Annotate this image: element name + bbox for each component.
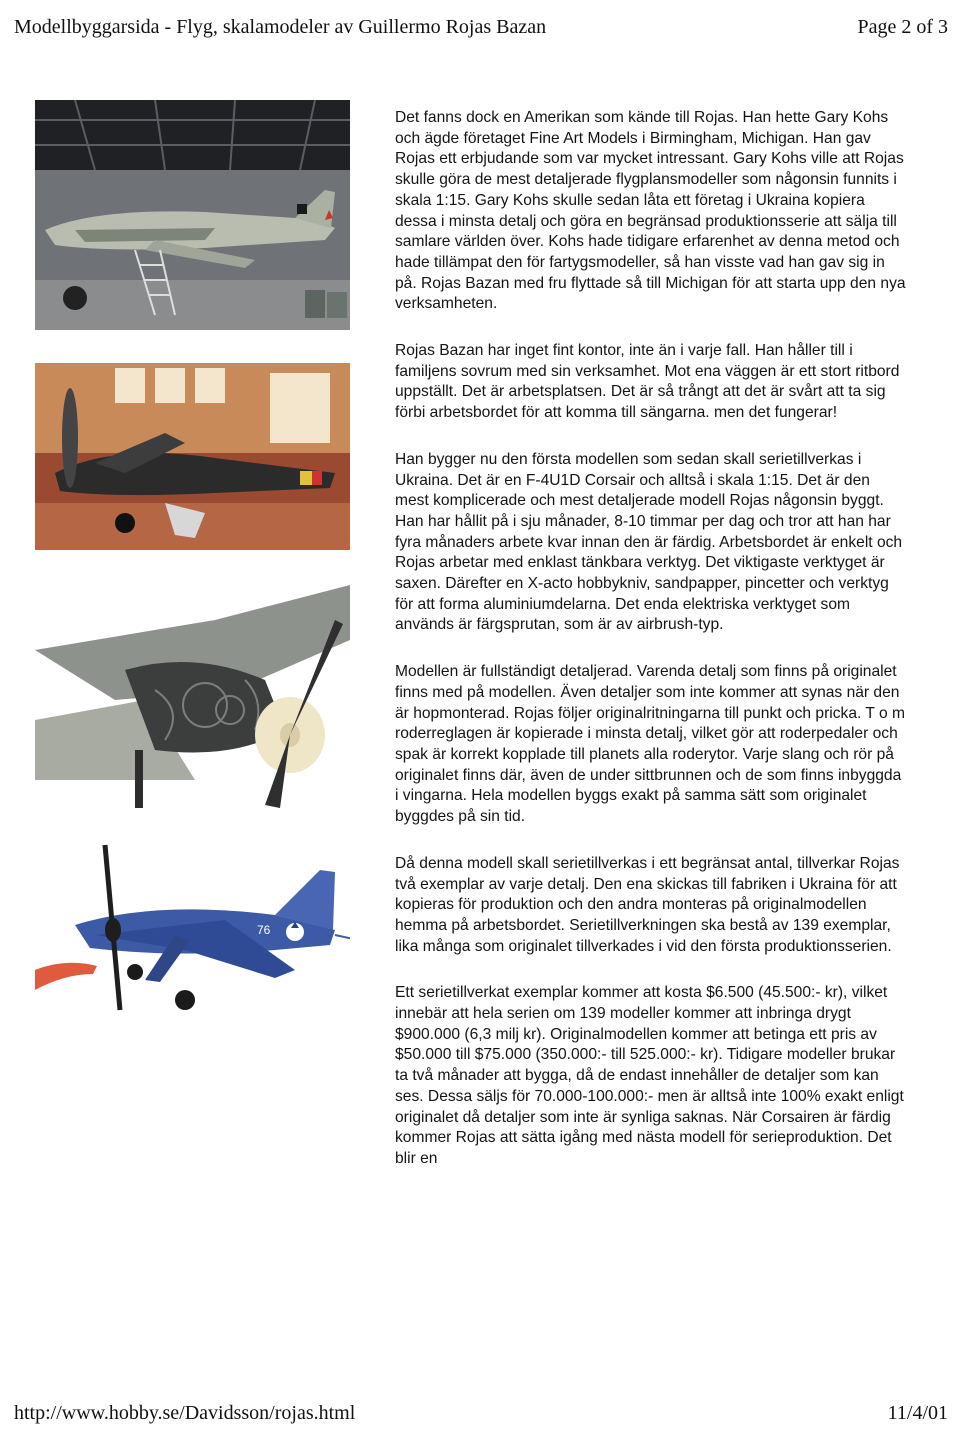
article-paragraph: Modellen är fullständigt detaljerad. Varenda detalj som finns på originalet finns med på modellen. Även detaljer som inte kommer att synas när den är hopmonterad. Rojas följer originalritningarna till punkt och pricka. T o m roderreglagen är kopierade i minsta detalj, vilket gör att roderpedaler och spak är korrekt kopplade till planets alla roderytor. Varje slang och rör på originalet finns där, även de under sittbrunnen och de som finns inbyggda i vingarna. Hela modellen byggs exakt på samma sätt som originalet byggdes på sin tid.: [395, 663, 905, 826]
jet-aircraft-hangar-photo: [35, 100, 350, 330]
page-header-title: Modellbyggarsida - Flyg, skalamodeler av Guillermo Rojas Bazan: [14, 16, 547, 38]
article-paragraph: Ett serietillverkat exemplar kommer att kosta $6.500 (45.500:- kr), vilket innebär att hela serien om 139 modeller kommer att inbringa drygt $900.000 (6,3 milj kr). Originalmodellen kommer att betinga ett pris av $50.000 till $75.000 (350.000:- till 525.000:- kr). Tidigare modeller brukar ta två månader att bygga, då de endast innehåller de detaljer som kan ses. Dessa säljs för 70.000-100.000:- men är alltså inte 100% exakt enligt originalet då detaljer som inte är synliga saknas. När Corsairen är färdig kommer Rojas att sätta igång med nästa modell för serieproduktion. Det blir en: [395, 984, 904, 1167]
fighter-aircraft-hangar-photo: [35, 363, 350, 550]
aircraft-number-label: 76: [257, 923, 271, 937]
article-paragraph: Då denna modell skall serietillverkas i ett begränsat antal, tillverkar Rojas två exemplar av varje detalj. Den ena skickas till fabriken i Ukraina för att kopieras för produktion och den andra monteras på originalmodellen hemma på arbetsbordet. Serietillverkningen ska bestå av 139 exemplar, lika många som originalet tillverkades i vid den första produktionsserien.: [395, 854, 900, 955]
footer-url: http://www.hobby.se/Davidsson/rojas.html: [14, 1402, 356, 1424]
article-paragraph: Det fanns dock en Amerikan som kände till Rojas. Han hette Gary Kohs och ägde företaget Fine Art Models i Birmingham, Michigan. Han gav Rojas ett erbjudande som var mycket intressant. Gary Kohs ville att Rojas skulle göra de mest detaljerade flygplansmodeller som någonsin funnits i skala 1:15. Gary Kohs skulle sedan låta ett företag i Ukraina kopiera dessa i minsta detalj och göra en begränsad produktionsserie att sälja till samlare världen över. Kohs hade tidigare erfarenhet av denna metod och hade tillämpat den för fartygsmodeller, så han visste vad han gav sig in på. Rojas Bazan med fru flyttade så till Michigan för att starta upp den nya verksamheten.: [395, 109, 906, 313]
aircraft-engine-detail-photo: [35, 580, 350, 810]
corsair-model-photo: [35, 840, 350, 1020]
article-paragraph: Han bygger nu den första modellen som sedan skall serietillverkas i Ukraina. Det är en F-4U1D Corsair och alltså i skala 1:15. Det är den mest komplicerade och mest detaljerade modell Rojas någonsin byggt. Han har hållit på i sju månader, 8-10 timmar per dag och tror att han har fyra månaders arbete kvar innan den är färdig. Arbetsbordet är enkelt och Rojas arbetar med enklast tänkbara verktyg. Det viktigaste verktyget är saxen. Därefter en X-acto hobbykniv, sandpapper, pincetter och verktyg för att forma aluminiumdelarna. Det enda elektriska verktyget som används är färgsprutan, som är av airbrush-typ.: [395, 450, 903, 634]
footer-date: 11/4/01: [887, 1402, 948, 1424]
page-number: Page 2 of 3: [857, 16, 948, 38]
article-body: [395, 108, 907, 1196]
article-paragraph: Rojas Bazan har inget fint kontor, inte än i varje fall. Han håller till i familjens sovrum med sin verksamhet. Mot ena väggen är ett stort ritbord uppställt. Det är arbetsplatsen. Det är så trångt att det är svårt att ta sig förbi arbetsbordet för att komma till sängarna. men det fungerar!: [395, 342, 900, 422]
